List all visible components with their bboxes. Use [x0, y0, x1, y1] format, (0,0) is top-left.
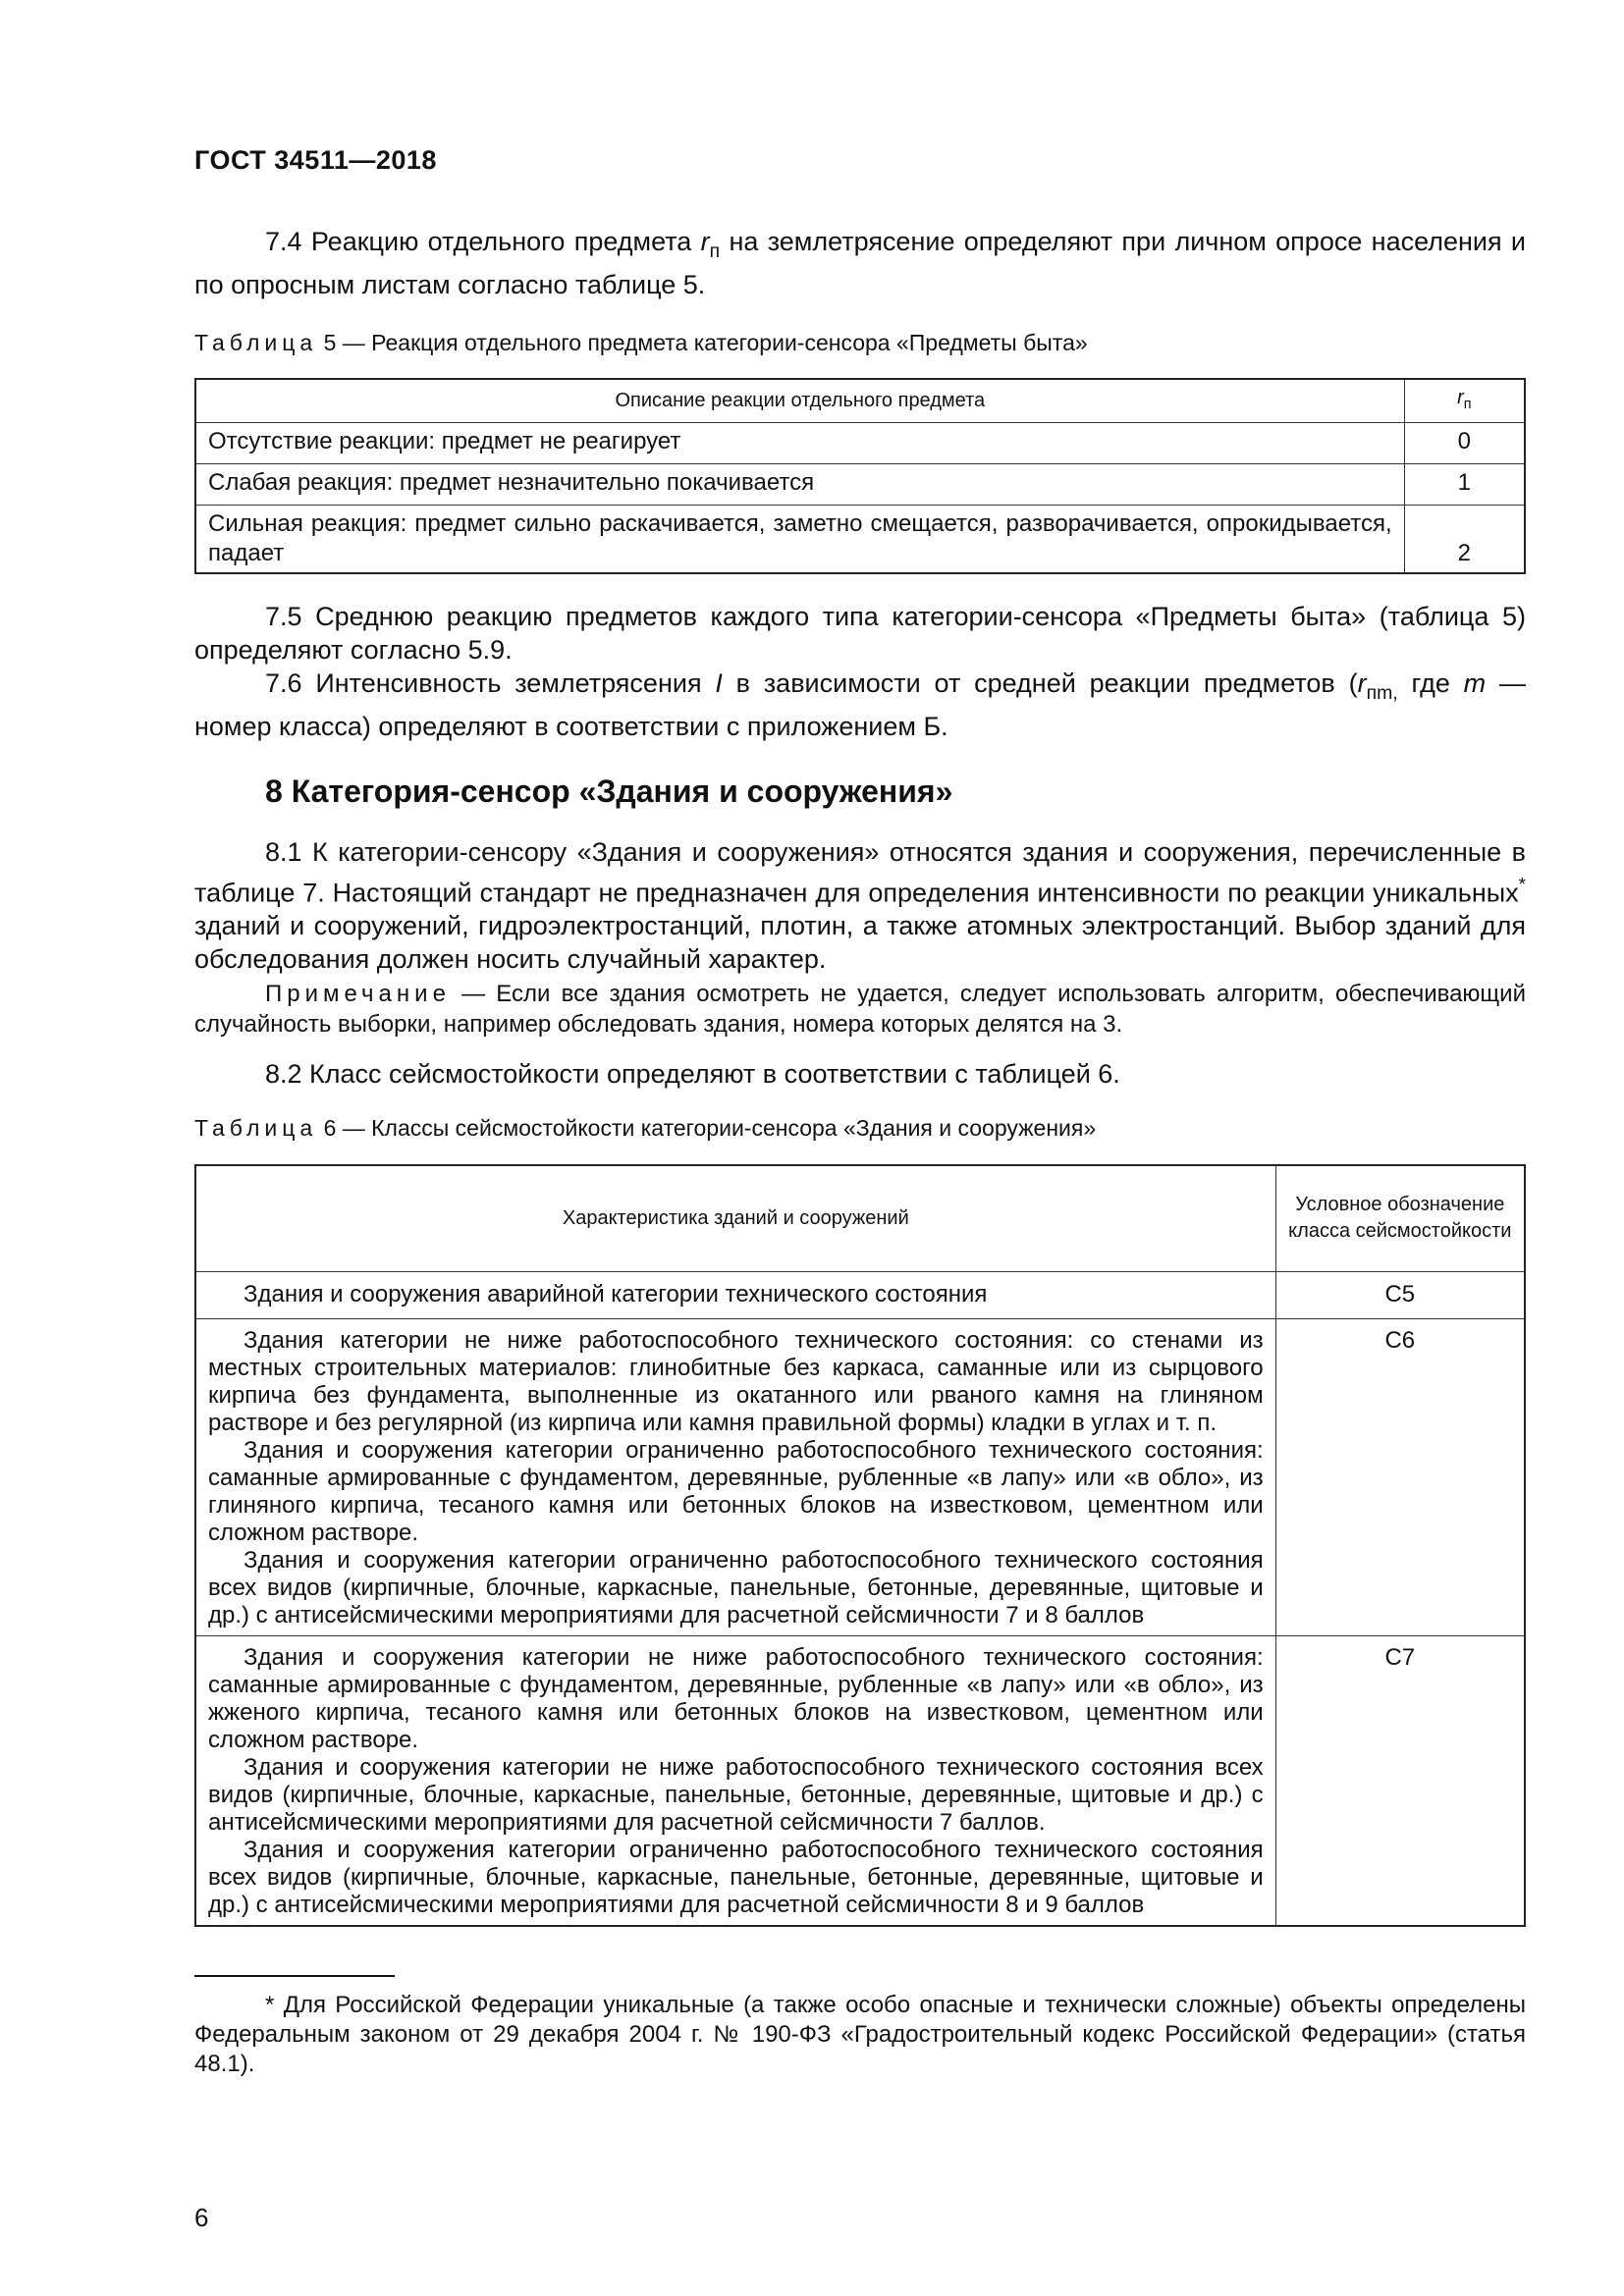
table-row: Здания категории не ниже работоспособного технического состояния: со стенами из местных строительных материалов: глинобитные без каркаса, саманные или из сырцового кирпича без фундамента, выполненные из окатанного или рваного камня на глиняном растворе и без регулярной (из кирпича или камня правильной формы) кладки в углах и т. п. Здания и сооружения категории ограниченно работоспособного технического состояния: саманные армированные с фундаментом, деревянные, рубленные «в лапу» или «в обло», из глиняного кирпича, тесаного камня или бетонных блоков на известковом, цементном или сложном растворе. Здания и сооружения категории ограниченно работоспособного технического состояния всех видов (кирпичные, блочные, каркасные, панельные, бетонные, деревянные, щитовые и др.) с антисейсмическими мероприятиями для расчетной сейсмичности 7 и 8 баллов С6 — [195, 1318, 1525, 1635]
table5-header-row — [195, 379, 1525, 422]
paragraph-8-2: 8.2 Класс сейсмостойкости определяют в соответствии с таблицей 6. — [265, 1059, 1120, 1089]
table-row: Здания и сооружения аварийной категории технического состояния С5 — [195, 1271, 1525, 1318]
footnote-separator — [194, 1975, 395, 1977]
section-8-heading: 8 Категория-сенсор «Здания и сооружения» — [265, 774, 953, 809]
table6-header-characteristic: Характеристика зданий и сооружений — [195, 1165, 1275, 1271]
table5-header-r: $r_п$ — [1404, 379, 1525, 422]
footnote-mark: * — [1518, 875, 1526, 895]
table-row: Слабая реакция: предмет незначительно покачивается 1 — [195, 463, 1525, 505]
table6-header-class: Условное обозначение класса сейсмостойкости — [1275, 1165, 1525, 1271]
document-id: ГОСТ 34511—2018 — [194, 145, 437, 175]
clause-number: 7.4 — [265, 227, 302, 256]
paragraph-8-1: 8.1 К категории-сенсору «Здания и сооружения» относятся здания и сооружения, перечисленные в таблице 7. Настоящий стандарт не предназначен для определения интенсивности по реакции уникальных* зданий и сооружений, гидроэлектростанций, плотин, а также атомных электростанций. Выбор зданий для обследования должен носить случайный характер. — [194, 837, 1526, 975]
table-row: Отсутствие реакции: предмет не реагирует 0 — [195, 422, 1525, 463]
table6 — [194, 1164, 1526, 1927]
paragraph-7-4: 7.4 Реакцию отдельного предмета $r_п$ на землетрясение определяют при личном опросе населения и по опросным листам согласно таблице 5. — [194, 227, 1526, 299]
table6-caption: Таблица 6 — Классы сейсмостойкости категории-сенсора «Здания и сооружения» — [194, 1115, 1097, 1141]
table-row: Сильная реакция: предмет сильно раскачивается, заметно смещается, разворачивается, опрокидывается, падает 2 — [195, 505, 1525, 573]
table5 — [194, 378, 1526, 574]
footnote: * Для Российской Федерации уникальные (а также особо опасные и технически сложные) объекты определены Федеральным законом от 29 декабря 2004 г. № 190-ФЗ «Градостроительный кодекс Российской Федерации» (статья 48.1). — [194, 1992, 1526, 2077]
paragraph-7-5: 7.5 Среднюю реакцию предметов каждого типа категории-сенсора «Предметы быта» (таблица 5) определяют согласно 5.9. — [194, 602, 1526, 665]
table5-header-desc: Описание реакции отдельного предмета — [195, 379, 1404, 422]
table6-header-row — [195, 1165, 1525, 1271]
table-row: Здания и сооружения категории не ниже работоспособного технического состояния: саманные армированные с фундаментом, деревянные, рубленные «в лапу» или «в обло», из жженого кирпича, тесаного камня или бетонных блоков на известковом, цементном или сложном растворе. Здания и сооружения категории не ниже работоспособного технического состояния всех видов (кирпичные, блочные, каркасные, панельные, бетонные, деревянные, щитовые и др.) с антисейсмическими мероприятиями для расчетной сейсмичности 7 баллов. Здания и сооружения категории ограниченно работоспособного технического состояния всех видов (кирпичные, блочные, каркасные, панельные, бетонные, деревянные, щитовые и др.) с антисейсмическими мероприятиями для расчетной сейсмичности 8 и 9 баллов С7 — [195, 1635, 1525, 1926]
table5-caption: Таблица 5 — Реакция отдельного предмета категории-сенсора «Предметы быта» — [194, 330, 1088, 355]
note: Примечание — Если все здания осмотреть не удается, следует использовать алгоритм, обеспечивающий случайность выборки, например обследовать здания, номера которых делятся на 3. — [194, 981, 1526, 1038]
paragraph-7-6: 7.6 Интенсивность землетрясения I в зависимости от средней реакции предметов ($r_{пm,}$ где m — номер класса) определяют в соответствии с приложением Б. — [194, 668, 1526, 741]
page-number: 6 — [194, 2203, 209, 2232]
